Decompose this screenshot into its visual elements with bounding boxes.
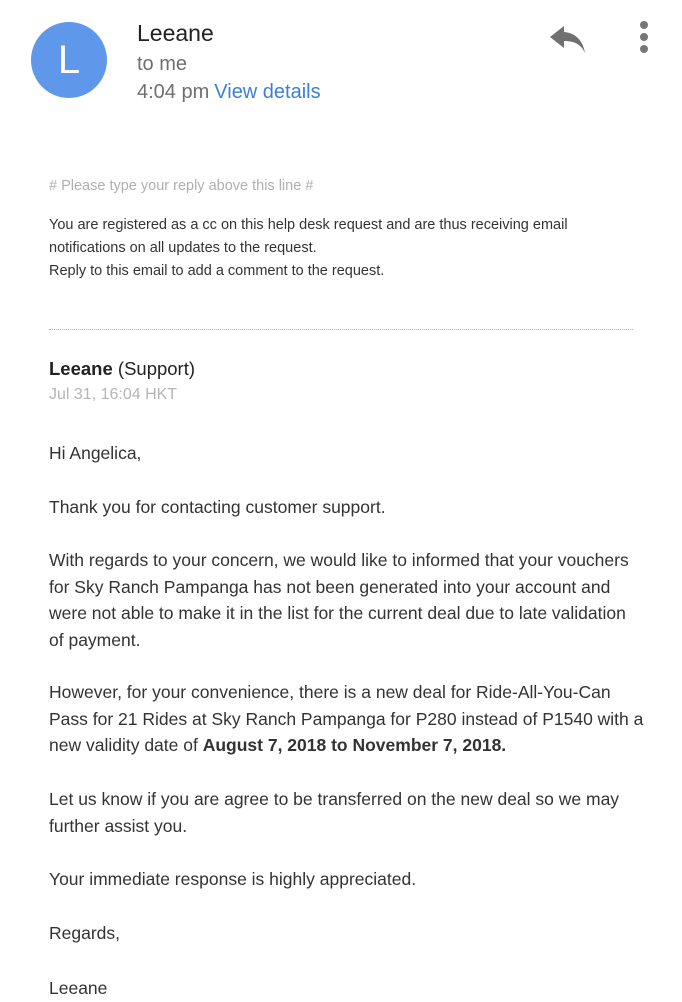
sender-avatar[interactable] (31, 22, 107, 98)
comment-author (49, 358, 195, 380)
closing: Regards, (49, 923, 121, 943)
author-role: (Support) (117, 358, 196, 379)
recipient-line: to me (137, 53, 188, 75)
more-vert-icon[interactable] (632, 18, 656, 58)
comment-date: Jul 31, 16:04 HKT (49, 386, 178, 403)
reply-icon[interactable] (548, 22, 588, 56)
paragraph-transfer: Let us know if you are agree to be transferred on the new deal so we may further assist you. (49, 789, 620, 836)
reply-above-line-notice: # Please type your reply above this line # (49, 178, 314, 194)
greeting: Hi Angelica, (49, 443, 142, 463)
signature: Leeane (49, 978, 108, 998)
cc-reply-line: Reply to this email to add a comment to the request. (49, 263, 385, 279)
avatar-letter: L (57, 37, 81, 82)
paragraph-thanks: Thank you for contacting customer support. (49, 497, 386, 517)
paragraph-response: Your immediate response is highly appreciated. (49, 869, 417, 889)
time-line (137, 81, 321, 104)
new-deal-text: However, for your convenience, there is a new deal for Ride-All-You-Can Pass for 21 Rides at Sky Ranch Pampanga for P280 instead of P1540 with a new validity date of (49, 682, 644, 755)
sender-name: Leeane (137, 20, 214, 46)
validity-dates: August 7, 2018 to November 7, 2018. (202, 735, 507, 755)
cc-notice (49, 214, 639, 283)
paragraph-new-deal (49, 679, 644, 759)
dotted-divider (49, 329, 633, 330)
paragraph-concern: With regards to your concern, we would like to informed that your vouchers for Sky Ranch Pampanga has not been generated into your account and were not able to make it in the list for the current deal due to late validation of payment. (49, 550, 629, 650)
email-header (0, 0, 682, 120)
view-details-link[interactable]: View details (214, 81, 321, 103)
received-time: 4:04 pm (137, 81, 210, 103)
cc-notice-line: You are registered as a cc on this help desk request and are thus receiving email notifications on all updates to the request. (49, 217, 568, 256)
author-name: Leeane (49, 358, 113, 379)
